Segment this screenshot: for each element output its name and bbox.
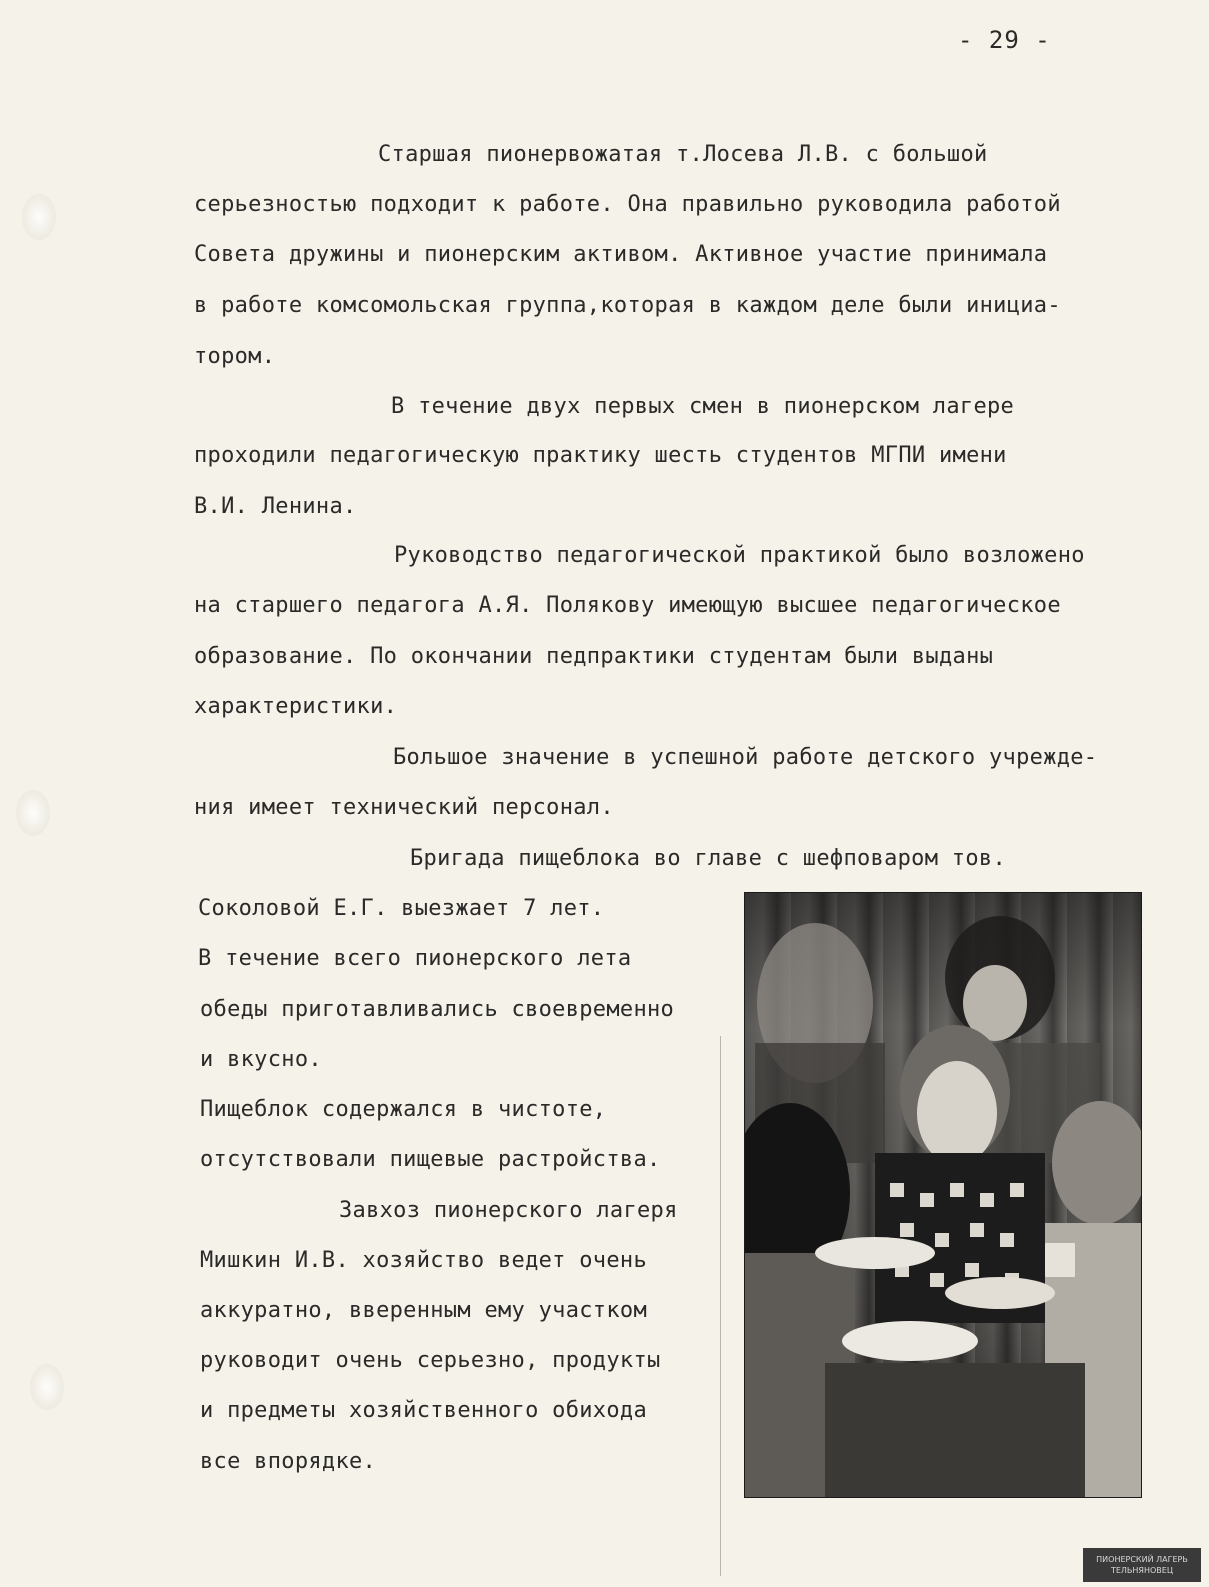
stamp-line: ПИОНЕРСКИЙ ЛАГЕРЬ (1096, 1555, 1188, 1564)
punch-hole (30, 1364, 64, 1410)
punch-hole (16, 790, 50, 836)
photo-children-eating (744, 892, 1142, 1498)
text-line: серьезностью подходит к работе. Она правильно руководила работой (194, 192, 1061, 217)
text-line: В течение всего пионерского лета (198, 946, 632, 971)
page-number: - 29 - (958, 26, 1051, 54)
text-line: ния имеет технический персонал. (194, 795, 614, 820)
text-line: обеды приготавливались своевременно (200, 997, 675, 1022)
text-line: Пищеблок содержался в чистоте, (200, 1097, 607, 1122)
text-line: аккуратно, вверенным ему участком (200, 1298, 647, 1323)
text-line: и предметы хозяйственного обихода (200, 1398, 647, 1423)
text-line: Соколовой Е.Г. выезжает 7 лет. (198, 896, 605, 921)
text-line: Совета дружины и пионерским активом. Активное участие принимала (194, 242, 1048, 267)
text-line: в работе комсомольская группа,которая в каждом деле были инициа- (194, 293, 1061, 318)
text-line: Завхоз пионерского лагеря (339, 1198, 678, 1223)
text-line: отсутствовали пищевые растройства. (200, 1147, 661, 1172)
text-line: характеристики. (194, 694, 398, 719)
archive-stamp (1083, 1548, 1201, 1582)
text-line: Старшая пионервожатая т.Лосева Л.В. с большой (378, 142, 988, 167)
punch-hole (22, 194, 56, 240)
text-line: Бригада пищеблока во главе с шефповаром тов. (410, 846, 1006, 871)
text-line: тором. (194, 344, 276, 369)
photo-illustration (745, 893, 1141, 1497)
pencil-margin-line (720, 1036, 721, 1576)
text-line: Руководство педагогической практикой было возложено (394, 543, 1085, 568)
text-line: руководит очень серьезно, продукты (200, 1348, 661, 1373)
text-line: все впорядке. (200, 1449, 377, 1474)
text-line: В течение двух первых смен в пионерском лагере (391, 394, 1015, 419)
text-line: В.И. Ленина. (194, 494, 357, 519)
text-line: Мишкин И.В. хозяйство ведет очень (200, 1248, 647, 1273)
text-line: проходили педагогическую практику шесть студентов МГПИ имени (194, 443, 1007, 468)
text-line: Большое значение в успешной работе детского учрежде- (393, 745, 1098, 770)
stamp-line: ТЕЛЬНЯНОВЕЦ (1110, 1566, 1174, 1575)
text-line: образование. По окончании педпрактики студентам были выданы (194, 644, 994, 669)
text-line: на старшего педагога А.Я. Полякову имеющую высшее педагогическое (194, 593, 1061, 618)
text-line: и вкусно. (200, 1047, 322, 1072)
